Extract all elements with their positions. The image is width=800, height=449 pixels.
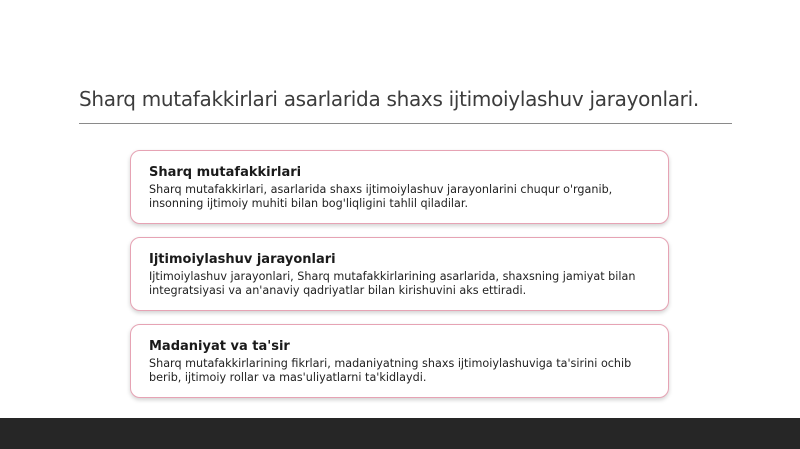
card-madaniyat-va-tasir bbox=[130, 324, 669, 398]
card-text: Ijtimoiylashuv jarayonlari, Sharq mutafakkirlarining asarlarida, shaxsning jamiyat bilan integratsiyasi va an'anaviy qadriyatlar bilan kirishuvini aks ettiradi. bbox=[149, 270, 636, 297]
card-text: Sharq mutafakkirlarining fikrlari, madaniyatning shaxs ijtimoiylashuviga ta'sirini ochib berib, ijtimoiy rollar va mas'uliyatlarni ta'kidlaydi. bbox=[149, 357, 632, 384]
card-sharq-mutafakkirlari bbox=[130, 150, 669, 224]
card-title: Sharq mutafakkirlari bbox=[149, 165, 302, 180]
footer-bar bbox=[0, 418, 800, 449]
slide-title: Sharq mutafakkirlari asarlarida shaxs ijtimoiylashuv jarayonlari. bbox=[79, 87, 699, 111]
title-divider bbox=[79, 123, 732, 124]
card-title: Madaniyat va ta'sir bbox=[149, 339, 290, 354]
card-title: Ijtimoiylashuv jarayonlari bbox=[149, 252, 336, 267]
card-text: Sharq mutafakkirlari, asarlarida shaxs ijtimoiylashuv jarayonlarini chuqur o'rganib, insonning ijtimoiy muhiti bilan bog'liqligini tahlil qiladilar. bbox=[149, 183, 613, 210]
card-ijtimoiylashuv-jarayonlari bbox=[130, 237, 669, 311]
